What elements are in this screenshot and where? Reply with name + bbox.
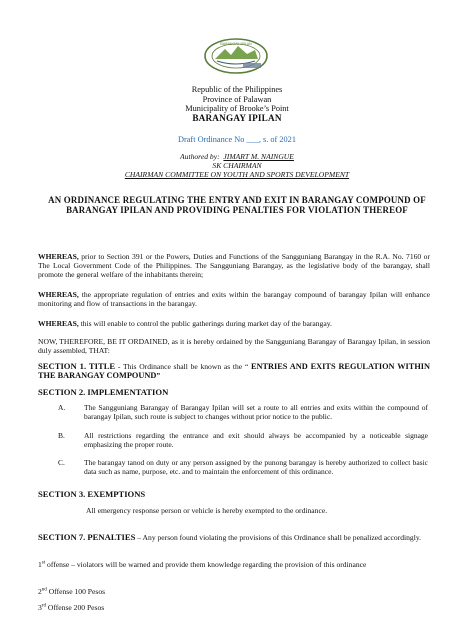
section-1-text: - This Ordinance shall be known as the “ (115, 362, 251, 371)
offense-2 (38, 587, 430, 596)
municipality-line: Municipality of Brooke’s Point (185, 104, 289, 114)
offense-ordinal: nd (41, 587, 47, 593)
whereas-clause-1 (38, 252, 430, 279)
section-1-ordinance-name: ENTRIES AND EXITS REGULATION WITHIN THE BARANGAY COMPOUND (38, 362, 430, 381)
offense-text: Offense 200 Pesos (45, 603, 105, 612)
item-text: All restrictions regarding the entrance and exit should always be accompanied by a noticeable signage emphasizing the proper route. (84, 431, 428, 450)
offense-1 (38, 560, 430, 569)
whereas-text: this will enable to control the public gatherings during market day of the barangay. (78, 319, 332, 328)
offense-num: 1 (38, 560, 42, 569)
section-7-text: – Any person found violating the provisions of this Ordinance shall be penalized accordingly. (135, 533, 422, 542)
section-3-heading-wrap (38, 490, 430, 499)
whereas-keyword: WHEREAS, (38, 319, 79, 328)
barangay-name: BARANGAY IPILAN (192, 112, 282, 123)
barangay-seal-logo (203, 37, 269, 75)
letterhead (0, 85, 474, 123)
section-1-close-quote: ” (156, 371, 161, 381)
author-committee: CHAIRMAN COMMITTEE ON YOUTH AND SPORTS DEVELOPMENT (124, 170, 350, 180)
section-3-heading: SECTION 3. EXEMPTIONS (38, 489, 146, 499)
draft-ordinance-number: Draft Ordinance No ___, s. of 2021 (178, 135, 296, 144)
section-1 (38, 362, 430, 380)
item-letter: A. (58, 403, 66, 412)
section-7-heading: SECTION 7. PENALTIES (38, 532, 136, 542)
authored-prefix: Authored by: (180, 152, 220, 161)
whereas-keyword: WHEREAS, (38, 290, 79, 299)
whereas-text: prior to Section 391 or the Powers, Duties and Functions of the Sangguniang Barangay in the R.A. No. 7160 or The Local Government Code of the Philippines. The Sangguniang Barangay, as the legislative body of the barangay, shall promote the general welfare of the inhabitants therein; (38, 252, 430, 280)
item-text: The barangay tanod on duty or any person assigned by the punong barangay is hereby authorized to collect basic data such as name, purpose, etc. and to maintain the enforcement of this ordinance. (84, 458, 428, 477)
ordinance-title: AN ORDINANCE REGULATING THE ENTRY AND EXIT IN BARANGAY COMPOUND OF BARANGAY IPILAN AND PROVIDING PENALTIES FOR VIOLATION THEREOF (48, 195, 426, 216)
whereas-keyword: WHEREAS, (38, 252, 79, 261)
republic-line: Republic of the Philippines (191, 85, 283, 94)
section-1-heading: SECTION 1. TITLE (38, 361, 116, 371)
offense-num: 2 (38, 587, 42, 596)
item-letter: B. (58, 431, 65, 440)
province-line: Province of Palawan (202, 94, 272, 104)
section-2-heading: SECTION 2. IMPLEMENTATION (38, 387, 169, 397)
offense-3 (38, 603, 430, 612)
whereas-text: the appropriate regulation of entries and exits within the barangay compound of barangay Ipilan will enhance monitoring and flow of transactions in the barangay. (38, 290, 430, 309)
offense-text: Offense 100 Pesos (46, 587, 106, 596)
author-name: JIMART M. NAINGUE (223, 152, 294, 161)
section-7 (38, 533, 430, 542)
implementation-item-b (38, 431, 428, 449)
offense-ordinal: st (41, 560, 46, 566)
whereas-clause-3 (38, 319, 430, 328)
now-therefore-clause: NOW, THEREFORE, BE IT ORDAINED, as it is hereby ordained by the Sangguniang Barangay of Barangay Ipilan, in session duly assembled, THAT: (38, 337, 430, 356)
offense-ordinal: rd (41, 603, 46, 609)
offense-num: 3 (38, 603, 42, 612)
author-position: SK CHAIRMAN (212, 161, 262, 171)
implementation-item-c (38, 458, 428, 476)
svg-text:BARANGAY IPILAN: BARANGAY IPILAN (220, 42, 252, 46)
whereas-clause-2 (38, 290, 430, 308)
section-3-text: All emergency response person or vehicle is hereby exempted to the ordinance. (86, 506, 328, 515)
offense-text: offense – violators will be warned and provide them knowledge regarding the provision of this ordinance (45, 560, 367, 569)
item-letter: C. (58, 458, 65, 467)
authored-by-block (0, 152, 474, 180)
item-text: The Sangguniang Barangay of Barangay Ipilan will set a route to all entries and exits within the compound of barangay Ipilan, such route is subject to changes without prior notice to the public. (84, 403, 428, 422)
section-2-heading-wrap (38, 388, 430, 397)
implementation-item-a (38, 403, 428, 421)
